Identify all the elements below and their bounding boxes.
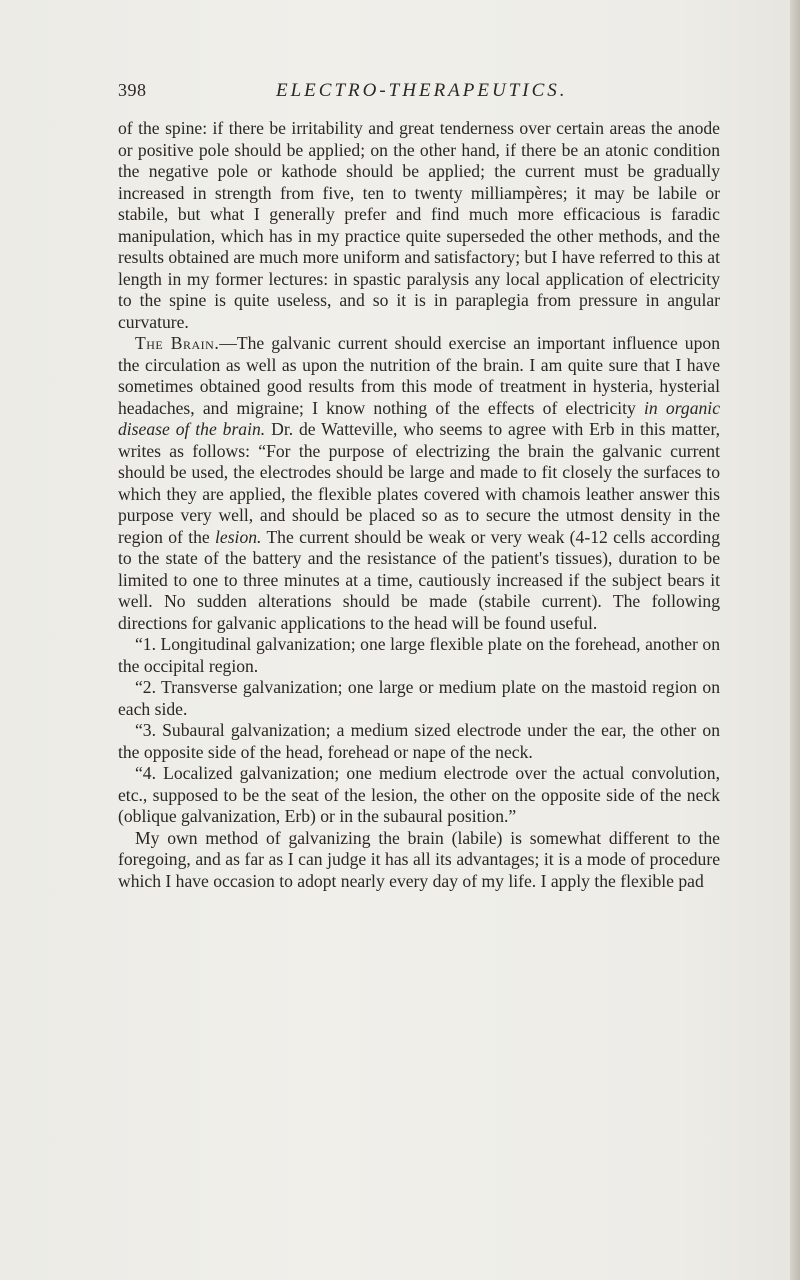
paragraph-own-method: My own method of galvanizing the brain (labile) is somewhat different to the foregoing, and as far as I can judge it has all its advantages; it is a mode of procedure which I have occasion to adopt nearly every day of my life. I apply the flexible pad (118, 827, 720, 891)
paragraph-brain (118, 333, 720, 634)
list-item-localized: “4. Localized galvanization; one medium electrode over the actual convolution, etc., supposed to be the seat of the lesion, the other on the opposite side of the neck (oblique galvanization, Erb) or in the subaural position.” (118, 763, 720, 826)
list-item-longitudinal: “1. Longitudinal galvanization; one large flexible plate on the forehead, another on the occipital region. (118, 634, 720, 676)
paragraph-spine: of the spine: if there be irritability and great tenderness over certain areas the anode or positive pole should be applied; on the other hand, if there be an atonic condition the negative pole or kathode should be applied; the current must be gradually increased in strength from five, ten to twenty milliampères; it may be labile or stabile, but what I generally prefer and find much more efficacious is faradic manipulation, which has in my practice quite superseded the other methods, and the results obtained are much more uniform and satisfactory; but I have referred to this at length in my former lectures: in spastic paralysis any local application of electricity to the spine is quite useless, and so it is in paraplegia from pressure in angular curvature. (118, 118, 720, 332)
running-header (118, 80, 718, 106)
list-item-transverse: “2. Transverse galvanization; one large or medium plate on the mastoid region on each side. (118, 677, 720, 719)
paragraph-brain-italic-2: lesion. (215, 526, 262, 547)
paragraph-brain-text-c: The current should be weak or very weak (4-12 cells according to the state of the battery and the resistance of the patient's tissues), duration to be limited to one to three minutes at a time, cautiously increased if the subject bears it well. No sudden alterations should be made (stabile current). The following directions for galvanic applications to the head will be found useful. (118, 526, 720, 633)
page-edge (790, 0, 800, 1280)
body-text (118, 118, 720, 892)
section-heading-brain: The Brain. (135, 333, 220, 353)
list-item-subaural: “3. Subaural galvanization; a medium sized electrode under the ear, the other on the opposite side of the head, forehead or nape of the neck. (118, 720, 720, 762)
paragraph-brain-text-a: —The galvanic current should exercise an important influence upon the circulation as well as upon the nutrition of the brain. I am quite sure that I have sometimes obtained good results from this mode of treatment in hysteria, hysterial headaches, and migraine; I know nothing of the effects of electricity (118, 333, 720, 418)
running-title: ELECTRO-THERAPEUTICS. (276, 80, 568, 101)
paragraph-brain-text-b: Dr. de Watteville, who seems to agree with Erb in this matter, writes as follows: “For the purpose of electrizing the brain the galvanic current should be used, the electrodes should be large and made to fit closely the surfaces to which they are applied, the flexible plates covered with chamois leather answer this purpose very well, and should be placed so as to secure the utmost density in the region of the (118, 419, 721, 547)
paragraph-brain-italic-1: in organic disease of the brain. (118, 397, 721, 439)
page-number: 398 (118, 80, 147, 100)
